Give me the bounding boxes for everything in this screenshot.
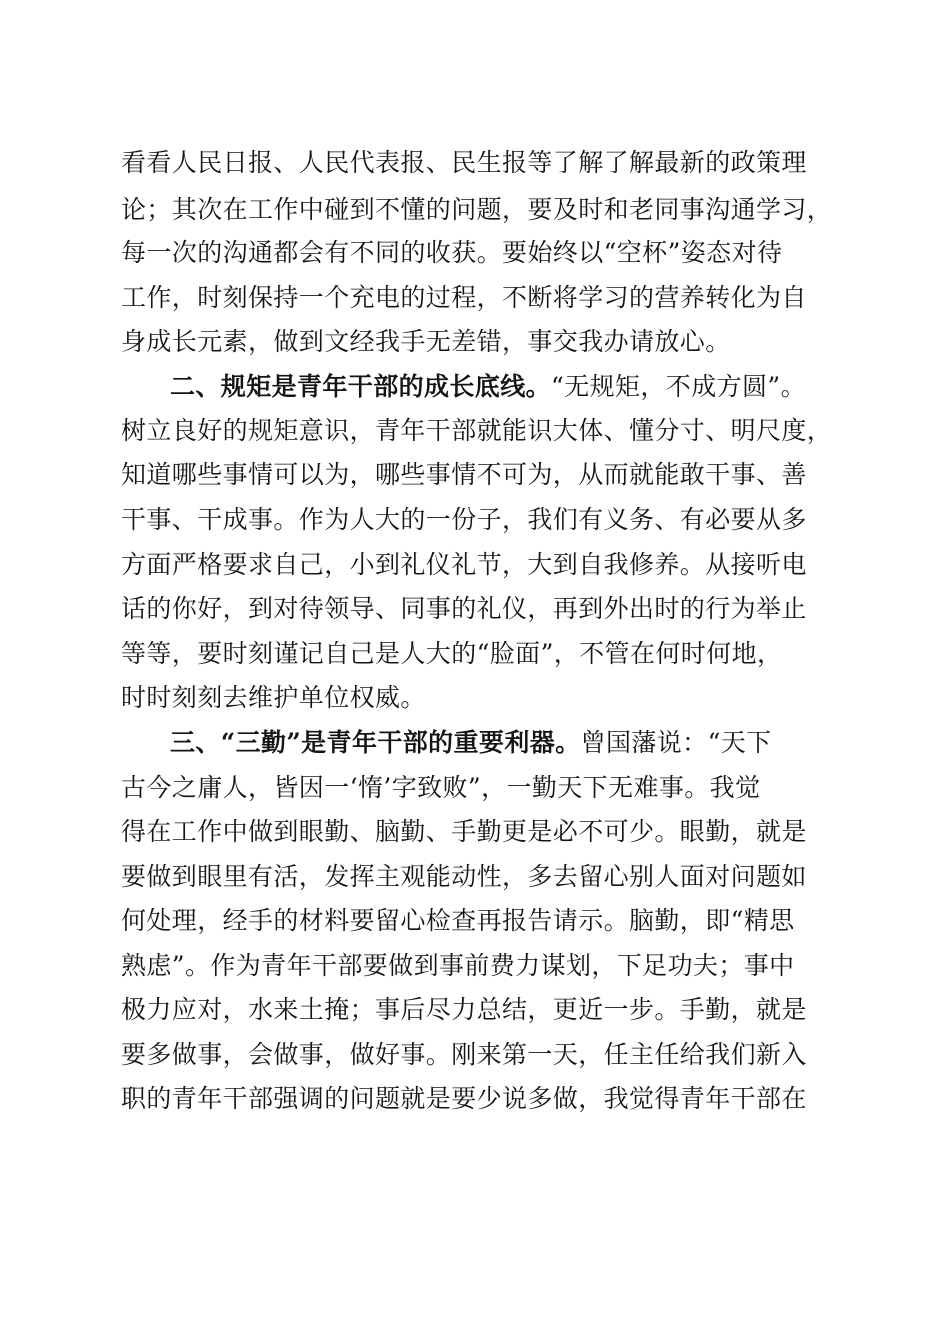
- paragraph-1-line-3: 每一次的沟通都会有不同的收获。要始终以“空杯”姿态对待: [121, 238, 783, 267]
- paragraph-2-line-6: 话的你好，到对待领导、同事的礼仪，再到外出时的行为举止: [121, 594, 807, 623]
- paragraph-3-line-2: 古今之庸人，皆因一‘惰’字致败”，一勤天下无难事。我觉: [121, 773, 761, 802]
- paragraph-2-heading: 二、规矩是青年干部的成长底线。: [170, 372, 552, 401]
- paragraph-1-line-1: 看看人民日报、人民代表报、民生报等了解了解最新的政策理: [121, 148, 807, 177]
- paragraph-3-line-7: 极力应对，水来土掩；事后尽力总结，更近一步。手勤，就是: [121, 995, 807, 1024]
- paragraph-2-line-3: 知道哪些事情可以为，哪些事情不可为，从而就能敢干事、善: [121, 460, 807, 489]
- paragraph-1-line-5: 身成长元素，做到文经我手无差错，事交我办请放心。: [121, 327, 731, 356]
- paragraph-2-line-7: 等等，要时刻谨记自己是人大的“脸面”，不管在何时何地，: [121, 639, 783, 668]
- paragraph-1-line-2: 论；其次在工作中碰到不懂的问题，要及时和老同事沟通学习，: [121, 195, 833, 224]
- paragraph-3-heading: 三、“三勤”是青年干部的重要利器。: [170, 728, 581, 757]
- paragraph-3-line-8: 要多做事，会做事，做好事。刚来第一天，任主任给我们新入: [121, 1040, 807, 1069]
- paragraph-2-line-8: 时时刻刻去维护单位权威。: [121, 683, 426, 712]
- paragraph-2-line-2: 树立良好的规矩意识，青年干部就能识大体、懂分寸、明尺度，: [121, 416, 833, 445]
- paragraph-3-line-6: 熟虑”。作为青年干部要做到事前费力谋划，下足功夫；事中: [121, 951, 795, 980]
- paragraph-2-first-line-text: “无规矩，不成方圆”。: [551, 372, 806, 401]
- paragraph-3-line-9: 职的青年干部强调的问题就是要少说多做，我觉得青年干部在: [121, 1084, 807, 1113]
- paragraph-1-line-4: 工作，时刻保持一个充电的过程，不断将学习的营养转化为自: [121, 283, 807, 312]
- paragraph-2-line-1: [170, 367, 850, 407]
- paragraph-3-line-1: [170, 723, 850, 763]
- paragraph-3-line-4: 要做到眼里有活，发挥主观能动性，多去留心别人面对问题如: [121, 862, 807, 891]
- paragraph-2-line-5: 方面严格要求自己，小到礼仪礼节，大到自我修养。从接听电: [121, 550, 807, 579]
- paragraph-3-first-line-text: 曾国藩说：“天下: [580, 728, 772, 757]
- paragraph-2-line-4: 干事、干成事。作为人大的一份子，我们有义务、有必要从多: [121, 505, 807, 534]
- paragraph-3-line-5: 何处理，经手的材料要留心检查再报告请示。脑勤，即“精思: [121, 906, 795, 935]
- paragraph-3-line-3: 得在工作中做到眼勤、脑勤、手勤更是必不可少。眼勤，就是: [121, 817, 807, 846]
